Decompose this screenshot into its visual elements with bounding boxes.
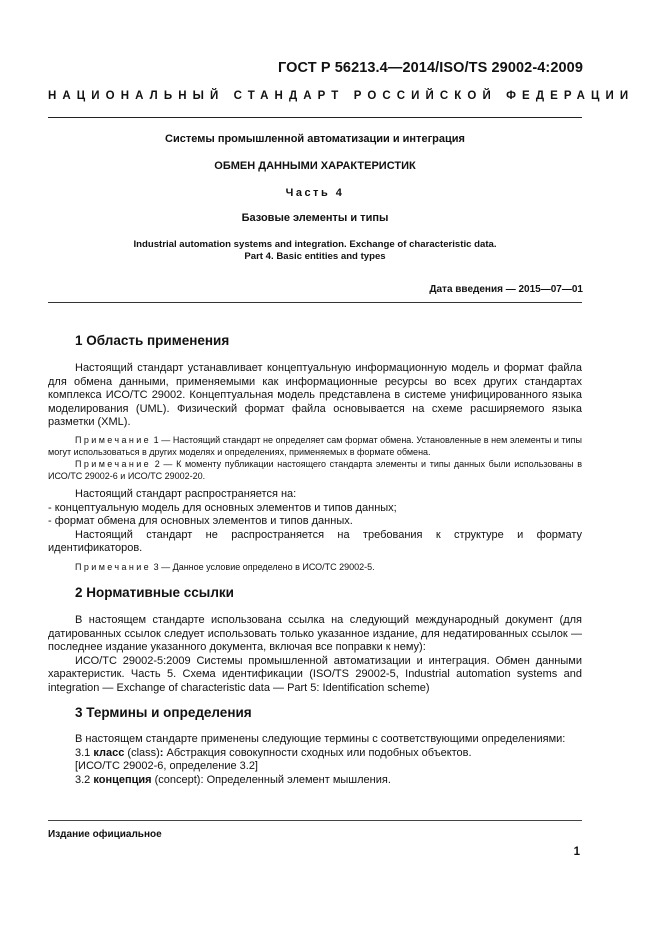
term2-number: 3.2: [75, 773, 94, 786]
note1-label: Примечание: [75, 435, 152, 445]
not-applies-text: Настоящий стандарт не распространяется на требования к структуре и формату идентификаторов.: [48, 528, 582, 554]
note3-label: Примечание: [75, 562, 152, 572]
term2-english: (concept): [151, 773, 201, 786]
section1-applicability: [48, 488, 582, 556]
term1-definition: Абстракция совокупности сходных или подобных объектов.: [163, 746, 472, 759]
title-rule: [48, 302, 582, 303]
note-2: [48, 459, 582, 482]
list-item-model: - концептуальную модель для основных элементов и типов данных;: [48, 501, 397, 514]
references-intro: В настоящем стандарте использована ссылка на следующий международный документ (для датированных ссылок следует использовать только указанное издание, для недатированных ссылок — последнее издание указанного документа, включая все поправки к нему):: [48, 614, 582, 653]
reference-iso-29002-5: ИСО/ТС 29002-5:2009 Системы промышленной автоматизации и интеграция. Обмен данными характеристик. Часть 5. Схема идентификации (ISO/TS 29002-5, Industrial automation systems and integration — Exchange of characteristic data — Part 5: Identification scheme): [48, 654, 582, 694]
list-item-format: - формат обмена для основных элементов и типов данных.: [48, 515, 353, 527]
term-concept: [48, 774, 582, 788]
scope-text: Настоящий стандарт устанавливает концептуальную информационную модель и формат файла для обмена данными, применяемыми как информационные ресурсы во всех других стандартах комплекса ИСО/ТС 29002. Концептуальная модель представлена в системе унифицированного языка моделирования (UML). Физический формат файла основывается на схеме расширяемого языка разметки (XML).: [48, 362, 582, 428]
section1-paragraph: [48, 362, 582, 430]
term-class: [48, 747, 582, 761]
term1-english: (class): [124, 746, 160, 759]
footer-rule: [48, 820, 582, 821]
section2-paragraph: [48, 614, 582, 695]
title-english-line2: Part 4. Basic entities and types: [244, 251, 386, 262]
note1-text: 1 — Настоящий стандарт не определяет сам формат обмена. Установленные в нем элементы и типы могут использоваться в других моделях и определениях, применяемых в формате обмена.: [48, 435, 582, 457]
term1-number: 3.1: [75, 746, 94, 759]
section3-heading: 3 Термины и определения: [75, 705, 252, 720]
term1-name: класс: [93, 746, 125, 759]
title-series: Системы промышленной автоматизации и интеграция: [165, 133, 465, 145]
introduction-date: Дата введения — 2015—07—01: [429, 284, 583, 295]
term2-definition: : Определенный элемент мышления.: [200, 773, 391, 786]
note3-text: 3 — Данное условие определено в ИСО/ТС 29002-5.: [151, 562, 375, 572]
title-part: Часть 4: [285, 187, 345, 199]
terms-intro: В настоящем стандарте применены следующие термины с соответствующими определениями:: [75, 733, 566, 745]
section3-paragraph: [48, 733, 582, 787]
note2-text: 2 — К моменту публикации настоящего стандарта элементы и типы данных были использованы в ИСО/ТС 29002-6 и ИСО/ТС 29002-20.: [48, 459, 582, 481]
national-standard-banner: НАЦИОНАЛЬНЫЙ СТАНДАРТ РОССИЙСКОЙ ФЕДЕРАЦИИ: [48, 90, 635, 102]
note2-label: Примечание: [75, 459, 152, 469]
note-1: [48, 435, 582, 458]
title-name: ОБМЕН ДАННЫМИ ХАРАКТЕРИСТИК: [214, 160, 416, 172]
page-number: 1: [573, 846, 580, 858]
header-rule: [48, 117, 582, 118]
title-part-name: Базовые элементы и типы: [241, 212, 389, 224]
official-edition-label: Издание официальное: [48, 829, 162, 840]
applies-to-text: Настоящий стандарт распространяется на:: [75, 488, 297, 500]
term2-name: концепция: [93, 773, 152, 786]
standard-code: ГОСТ Р 56213.4—2014/ISO/TS 29002-4:2009: [278, 60, 583, 76]
term1-colon: :: [159, 746, 164, 759]
note-3: [48, 562, 582, 574]
section1-heading: 1 Область применения: [75, 333, 230, 348]
term1-source: [ИСО/ТС 29002-6, определение 3.2]: [75, 760, 258, 772]
title-english-line1: Industrial automation systems and integration. Exchange of characteristic data.: [133, 239, 497, 250]
section2-heading: 2 Нормативные ссылки: [75, 585, 234, 600]
